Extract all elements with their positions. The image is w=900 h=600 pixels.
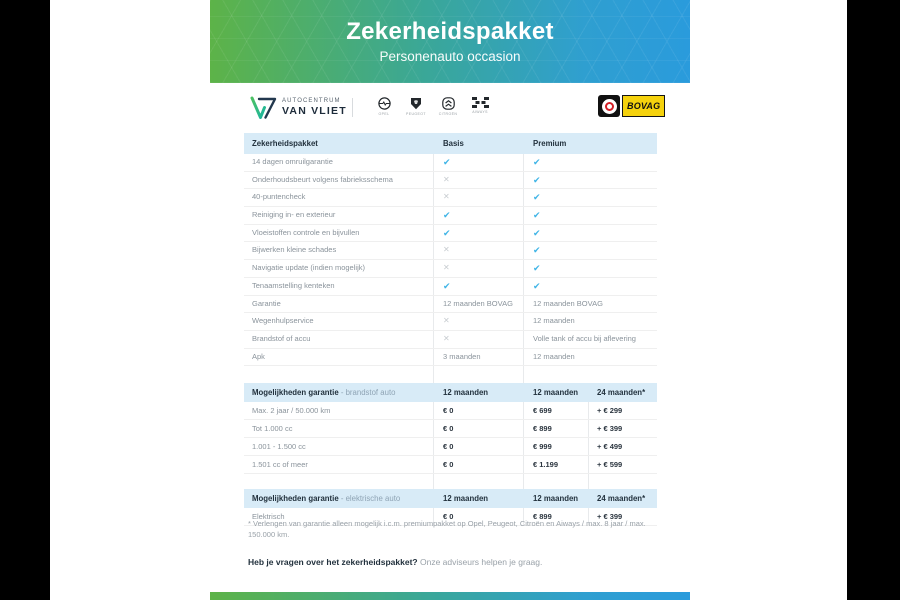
table-cell: € 0 xyxy=(434,456,524,473)
table-cell xyxy=(434,296,524,313)
cross-icon: ✕ xyxy=(443,316,450,326)
table-cell xyxy=(524,242,657,259)
table-cell: € 0 xyxy=(434,438,524,455)
table-cell: Navigatie update (indien mogelijk) xyxy=(244,260,434,277)
page-title: Zekerheidspakket xyxy=(346,18,554,46)
check-icon: ✔ xyxy=(533,263,541,274)
brand-opel xyxy=(372,97,396,116)
table-cell: 14 dagen omruilgarantie xyxy=(244,154,434,171)
fuel-title-light: - brandstof auto xyxy=(340,388,396,398)
comparison-table-rows xyxy=(244,154,657,366)
footer-question xyxy=(248,557,542,567)
table-cell xyxy=(524,172,657,189)
table-row xyxy=(244,420,657,438)
check-icon: ✔ xyxy=(443,210,451,221)
table-cell: Garantie xyxy=(244,296,434,313)
table-cell xyxy=(434,278,524,295)
table-cell xyxy=(524,278,657,295)
electric-title-bold: Mogelijkheden garantie xyxy=(252,494,339,504)
table-cell: € 699 xyxy=(524,402,589,419)
brand-aiways xyxy=(468,97,492,116)
table-row xyxy=(244,260,657,278)
table-cell: € 0 xyxy=(434,402,524,419)
table-cell xyxy=(434,189,524,206)
table-row xyxy=(244,242,657,260)
cross-icon: ✕ xyxy=(443,245,450,255)
cell-text: 12 maanden BOVAG xyxy=(443,298,513,308)
table-cell xyxy=(524,207,657,224)
opel-logo-icon xyxy=(378,97,391,110)
table-cell xyxy=(524,225,657,242)
fuel-col-24m: 24 maanden* xyxy=(597,388,646,398)
cell-text: Volle tank of accu bij aflevering xyxy=(533,333,636,343)
table-cell: 1.501 cc of meer xyxy=(244,456,434,473)
table-cell: + € 399 xyxy=(597,512,623,522)
table-cell: € 899 xyxy=(524,508,589,525)
table-cell: € 899 xyxy=(524,420,589,437)
brand-logos xyxy=(372,97,492,116)
table-cell: € 0 xyxy=(434,420,524,437)
dealer-logo xyxy=(250,95,347,120)
peugeot-logo-icon xyxy=(410,97,422,110)
electric-col-24m: 24 maanden* xyxy=(597,494,646,504)
aiways-logo-icon xyxy=(472,97,489,108)
table-cell xyxy=(434,313,524,330)
cross-icon: ✕ xyxy=(443,192,450,202)
header-premium: Premium xyxy=(533,139,567,148)
table-row xyxy=(244,278,657,296)
table-row xyxy=(244,438,657,456)
letterbox-left xyxy=(0,0,50,600)
table-cell: + € 599 xyxy=(597,460,623,470)
electric-col-12m-b: 12 maanden xyxy=(533,494,579,504)
fuel-table-title xyxy=(244,383,434,402)
table-cell: € 0 xyxy=(434,508,524,525)
table-row xyxy=(244,172,657,190)
table-cell xyxy=(524,189,657,206)
table-cell xyxy=(434,331,524,348)
table-gap xyxy=(244,366,657,383)
cross-icon: ✕ xyxy=(443,333,450,343)
fuel-col-12m-b: 12 maanden xyxy=(533,388,579,398)
comparison-table xyxy=(244,133,657,366)
header-zekerheidspakket: Zekerheidspakket xyxy=(252,139,318,148)
table-cell xyxy=(434,225,524,242)
fuel-col-12m-a: 12 maanden xyxy=(443,388,489,398)
bottom-gradient-bar xyxy=(210,592,690,600)
cross-icon: ✕ xyxy=(443,263,450,273)
check-icon: ✔ xyxy=(533,245,541,256)
electric-col-12m-a: 12 maanden xyxy=(443,494,489,504)
footnote: * Verlengen van garantie alleen mogelijk i.c.m. premiumpakket op Opel, Peugeot, Citroën en Aiways / max. 8 jaar / max. 150.000 km. xyxy=(248,519,646,539)
cell-text: 3 maanden xyxy=(443,351,481,361)
table-cell xyxy=(524,313,657,330)
table-cell: Elektrisch xyxy=(244,508,434,525)
table-cell: € 1.199 xyxy=(524,456,589,473)
cross-icon: ✕ xyxy=(443,174,450,184)
table-cell xyxy=(524,349,657,366)
table-cell xyxy=(524,296,657,313)
logo-divider xyxy=(352,98,353,117)
fuel-table-header xyxy=(244,383,657,402)
table-row xyxy=(244,296,657,314)
table-cell xyxy=(434,154,524,171)
brand-label: AIWAYS xyxy=(472,110,488,114)
letterbox-right xyxy=(847,0,900,600)
electric-table-header xyxy=(244,489,657,508)
table-gap xyxy=(244,474,657,489)
fuel-title-bold: Mogelijkheden garantie xyxy=(252,388,339,398)
check-icon: ✔ xyxy=(533,280,541,291)
table-cell: Tot 1.000 cc xyxy=(244,420,434,437)
table-cell: Vloeistoffen controle en bijvullen xyxy=(244,225,434,242)
bovag-label: BOVAG xyxy=(622,95,665,117)
check-icon: ✔ xyxy=(533,227,541,238)
bovag-icon xyxy=(598,95,620,117)
cell-text: 12 maanden xyxy=(533,351,575,361)
footer-question-bold: Heb je vragen over het zekerheidspakket? xyxy=(248,557,418,567)
check-icon: ✔ xyxy=(443,157,451,167)
table-cell: Bijwerken kleine schades xyxy=(244,242,434,259)
table-cell xyxy=(524,154,657,171)
table-row xyxy=(244,154,657,172)
table-cell: Tenaamstelling kenteken xyxy=(244,278,434,295)
table-cell: 1.001 - 1.500 cc xyxy=(244,438,434,455)
dealer-name xyxy=(282,98,347,117)
table-cell: Reiniging in- en exterieur xyxy=(244,207,434,224)
page-subtitle: Personenauto occasion xyxy=(379,48,521,64)
citroen-logo-icon xyxy=(442,97,455,110)
table-cell: + € 399 xyxy=(597,424,623,434)
brand-citroen xyxy=(436,97,460,116)
check-icon: ✔ xyxy=(533,192,541,203)
check-icon: ✔ xyxy=(533,174,541,185)
table-cell: + € 499 xyxy=(597,442,623,452)
table-cell xyxy=(434,349,524,366)
dealer-name-bottom: VAN VLIET xyxy=(282,105,347,118)
electric-table-title xyxy=(244,489,434,508)
table-row xyxy=(244,456,657,474)
bovag-logo xyxy=(598,95,665,117)
table-cell xyxy=(434,242,524,259)
bovag-circle xyxy=(602,99,617,114)
fuel-table-rows xyxy=(244,402,657,474)
table-row xyxy=(244,349,657,367)
check-icon: ✔ xyxy=(533,157,541,167)
table-cell xyxy=(434,172,524,189)
header-banner xyxy=(210,0,690,83)
table-row xyxy=(244,189,657,207)
cell-text: 12 maanden xyxy=(533,316,575,326)
fuel-garantie-table xyxy=(244,383,657,474)
table-row xyxy=(244,331,657,349)
brand-label: OPEL xyxy=(378,112,390,116)
table-row xyxy=(244,207,657,225)
cell-text: 12 maanden BOVAG xyxy=(533,298,603,308)
table-cell: 40-puntencheck xyxy=(244,189,434,206)
dealer-name-top: AUTOCENTRUM xyxy=(282,98,341,105)
table-cell xyxy=(524,331,657,348)
table-row xyxy=(244,225,657,243)
footer-question-normal: Onze adviseurs helpen je graag. xyxy=(419,557,543,567)
van-vliet-logo-icon xyxy=(250,95,277,120)
check-icon: ✔ xyxy=(443,280,451,291)
tables-container xyxy=(244,133,657,526)
brand-label: CITROËN xyxy=(438,112,458,116)
table-cell xyxy=(434,207,524,224)
table-cell: + € 299 xyxy=(597,406,623,416)
table-cell: Brandstof of accu xyxy=(244,331,434,348)
check-icon: ✔ xyxy=(533,210,541,221)
check-icon: ✔ xyxy=(443,227,451,238)
table-cell xyxy=(524,260,657,277)
table-cell: Max. 2 jaar / 50.000 km xyxy=(244,402,434,419)
comparison-table-header xyxy=(244,133,657,154)
table-cell: € 999 xyxy=(524,438,589,455)
table-cell: Apk xyxy=(244,349,434,366)
header-basis: Basis xyxy=(443,139,464,148)
table-cell: Onderhoudsbeurt volgens fabrieksschema xyxy=(244,172,434,189)
table-cell xyxy=(434,260,524,277)
table-cell: Wegenhulpservice xyxy=(244,313,434,330)
table-row xyxy=(244,402,657,420)
table-row xyxy=(244,313,657,331)
bovag-ring xyxy=(605,102,614,111)
electric-title-light: - elektrische auto xyxy=(340,494,401,504)
brand-peugeot xyxy=(404,97,428,116)
brand-label: PEUGEOT xyxy=(406,112,426,116)
